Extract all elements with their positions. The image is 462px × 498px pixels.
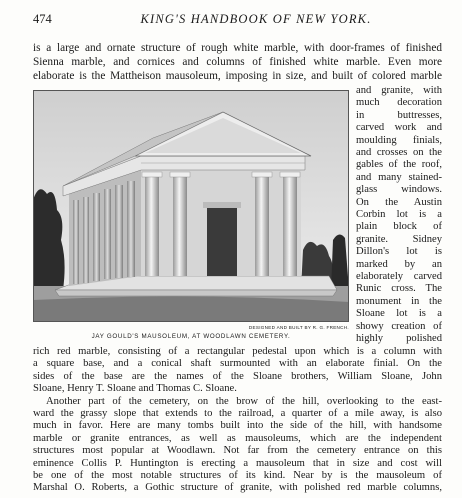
body-text-line: a square base, and a conical shaft surmounted with an elaborate finial. On the <box>33 358 442 370</box>
side-text-line: Corbin lot is a <box>356 209 442 220</box>
side-text-line: highly polished <box>356 333 442 344</box>
side-text-line: and granite, with <box>356 85 442 96</box>
side-text-line: carved work and <box>356 122 442 134</box>
body-text-line: Sloane, Henry T. Sloane and Thomas C. Sloane. <box>33 383 237 395</box>
side-text-line: marked by an <box>356 258 442 270</box>
body-text-line: rich red marble, consisting of a rectangular pedestal upon which is a column with <box>33 346 442 357</box>
body-text-line: much in favor. Here are many tombs built into the side of the hill, with handsome <box>33 420 442 432</box>
mausoleum-illustration <box>33 90 349 322</box>
side-text-line: much decoration <box>356 97 442 109</box>
body-text-line: Another part of the cemetery, on the brow of the hill, overlooking to the east- <box>46 395 442 407</box>
foreground-grass <box>33 296 349 322</box>
body-text-line: structures most popular at Woodlawn. Not far from the cemetery entrance on this <box>33 445 442 457</box>
body-text-line: is a large and ornate structure of rough white marble, with door-frames of finished <box>33 42 442 54</box>
side-text-line: monument in the <box>356 295 442 307</box>
side-text-line: showy creation of <box>356 320 442 332</box>
body-text-line: elaborate is the Mattheison mausoleum, imposing in size, and built of colored marble <box>33 70 442 82</box>
side-text-line: moulding finials, <box>356 134 442 146</box>
side-text-line: in buttresses, <box>356 109 442 121</box>
body-text-line: sides of the base are the names of the Sloane brothers, William Sloane, John <box>33 370 442 382</box>
body-text-line: be one of the most notable structures of its kind. Near by is the mausoleum of <box>33 470 442 481</box>
body-text-line: ward the grassy slope that extends to the railroad, a quarter of a mile away, is also <box>33 408 442 419</box>
side-text-line: elaborately carved <box>356 271 442 282</box>
side-text-line: gables of the roof, <box>356 159 442 171</box>
page-header <box>33 12 429 28</box>
doorway <box>207 208 237 276</box>
door-lintel <box>203 202 241 208</box>
steps-lower <box>55 290 337 296</box>
page-number: 474 <box>33 12 52 26</box>
side-text-line: On the Austin <box>356 196 442 208</box>
side-text-line: Runic cross. The <box>356 283 442 295</box>
side-text-line: and crosses on the <box>356 147 442 158</box>
engraver-credit: DESIGNED AND BUILT BY R. G. FRENCH. <box>248 325 349 330</box>
side-text-line: plain block of <box>356 221 442 233</box>
body-text-line: Sienna marble, and cornices and columns of finished white marble. Even more <box>33 56 442 68</box>
side-text-line: Dillon's lot is <box>356 246 442 258</box>
mausoleum-engraving <box>33 90 349 322</box>
figure-caption: JAY GOULD'S MAUSOLEUM, AT WOODLAWN CEMETERY. <box>91 333 291 340</box>
side-text-line: Sloane lot is a <box>356 308 442 320</box>
body-text-line: marble or granite entrances, as well as mausoleums, which are the independent <box>33 432 442 444</box>
side-text-line: glass windows. <box>356 184 442 196</box>
body-text-line: eminence Collis P. Huntington is erecting a mausoleum that in size and cost will <box>33 457 442 469</box>
running-title: KING'S HANDBOOK OF NEW YORK. <box>140 12 372 26</box>
side-text-line: and many stained- <box>356 171 442 183</box>
side-text-line: granite. Sidney <box>356 233 442 245</box>
body-text-line: Marshal O. Roberts, a Gothic structure of granite, with polished red marble columns, <box>33 482 442 494</box>
